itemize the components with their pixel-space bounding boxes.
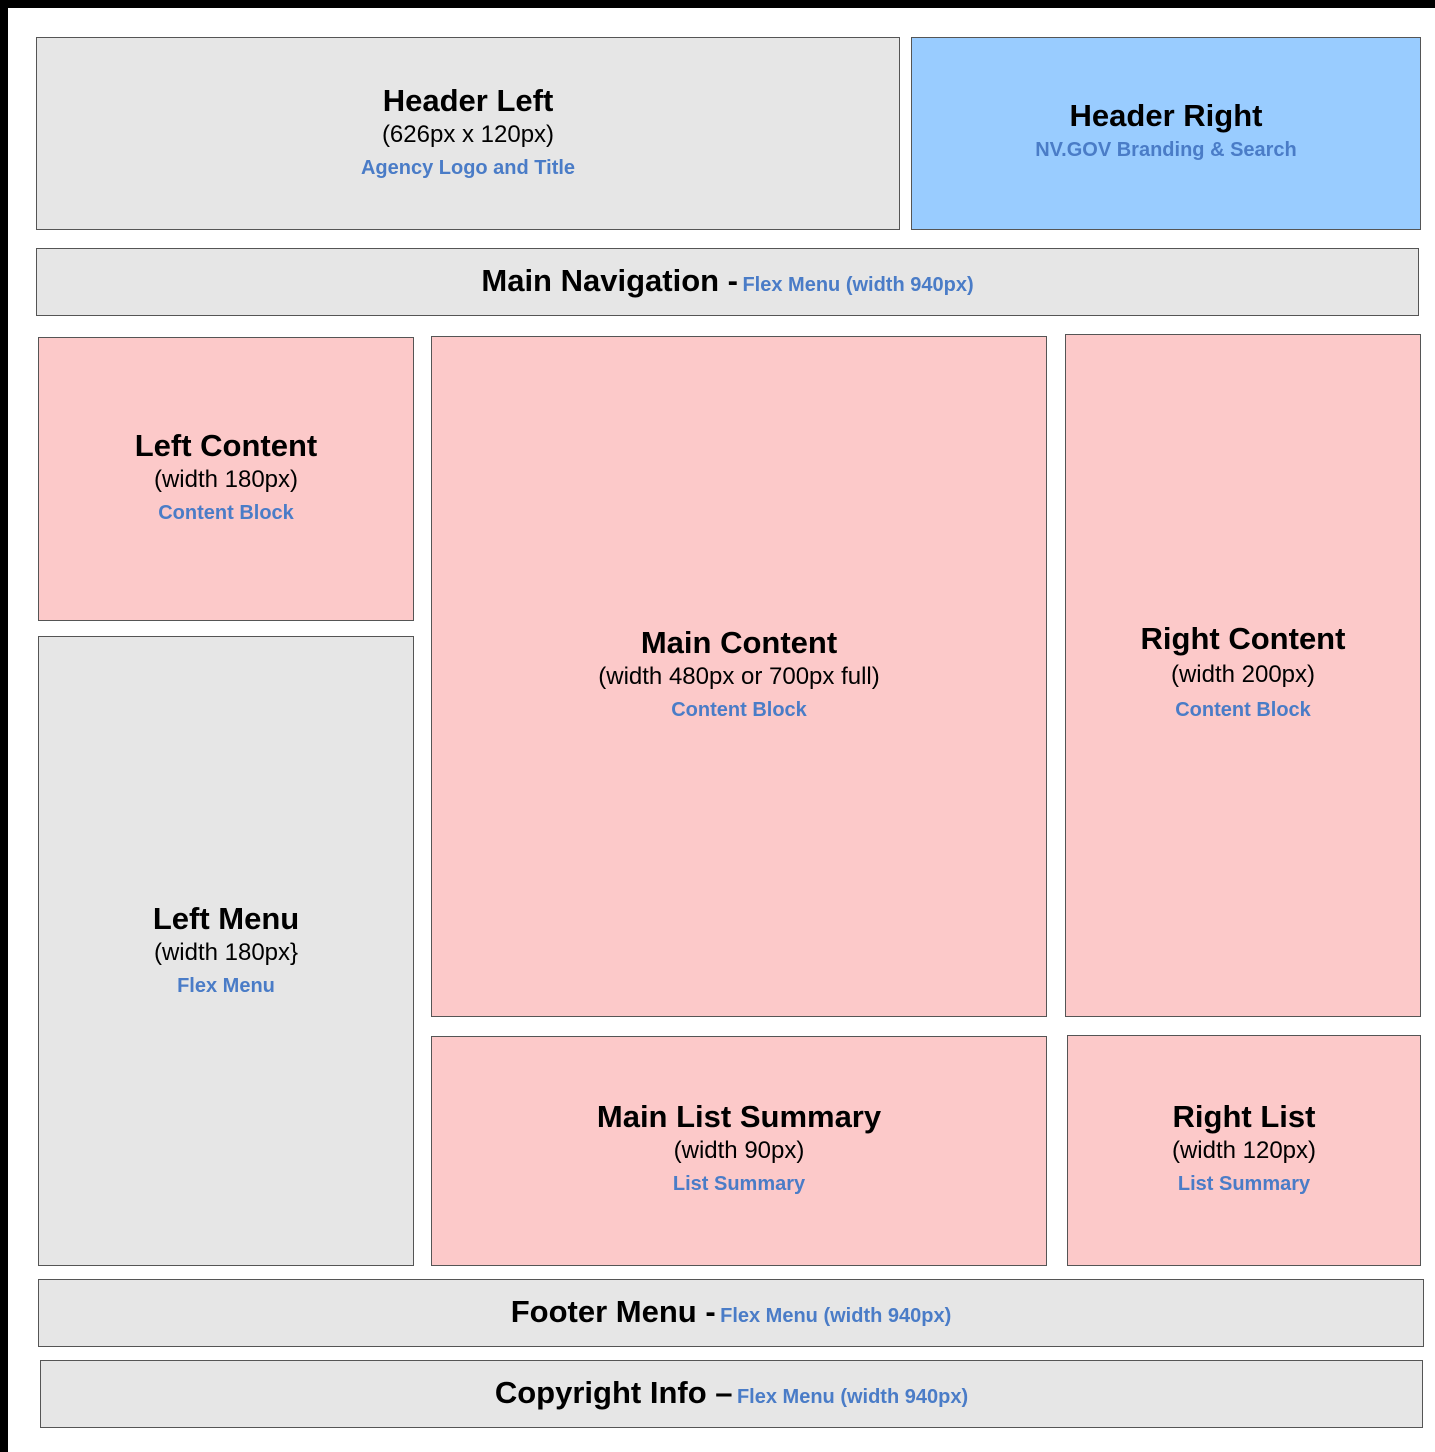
footer-menu-subtitle: Flex Menu (width 940px) — [720, 1305, 952, 1327]
right-content-region — [1065, 334, 1421, 1017]
main-content-subtitle: Content Block — [671, 699, 807, 721]
header-right-title: Header Right — [1069, 98, 1263, 133]
main-navigation-region — [36, 248, 1419, 316]
main-content-region — [431, 336, 1047, 1017]
right-content-title: Right Content — [1140, 621, 1346, 656]
right-content-dimensions: (width 200px) — [1170, 661, 1316, 688]
left-content-region — [38, 337, 414, 621]
left-menu-region — [38, 636, 414, 1266]
copyright-info-region — [40, 1360, 1423, 1428]
left-content-subtitle: Content Block — [158, 502, 294, 524]
header-right-region — [911, 37, 1421, 230]
main-list-summary-dimensions: (width 90px) — [673, 1137, 805, 1164]
main-list-summary-title: Main List Summary — [596, 1099, 882, 1134]
right-list-subtitle: List Summary — [1177, 1173, 1311, 1195]
main-list-summary-subtitle: List Summary — [672, 1173, 806, 1195]
main-list-summary-region — [431, 1036, 1047, 1266]
main-content-title: Main Content — [640, 625, 838, 660]
main-navigation-subtitle: Flex Menu (width 940px) — [742, 274, 974, 296]
main-content-dimensions: (width 480px or 700px full) — [598, 663, 880, 690]
header-left-region — [36, 37, 900, 230]
right-list-region — [1067, 1035, 1421, 1266]
header-right-subtitle: NV.GOV Branding & Search — [1035, 139, 1297, 161]
copyright-info-subtitle: Flex Menu (width 940px) — [736, 1386, 969, 1408]
right-content-subtitle: Content Block — [1175, 699, 1311, 721]
left-menu-title: Left Menu — [152, 901, 300, 936]
left-content-dimensions: (width 180px) — [153, 466, 299, 493]
header-left-dimensions: (626px x 120px) — [381, 121, 555, 148]
left-menu-dimensions: (width 180px} — [153, 939, 299, 966]
header-left-title: Header Left — [382, 83, 554, 118]
right-list-dimensions: (width 120px) — [1171, 1137, 1317, 1164]
header-left-subtitle: Agency Logo and Title — [360, 157, 576, 179]
footer-menu-region — [38, 1279, 1424, 1347]
main-navigation-title: Main Navigation - — [481, 263, 739, 298]
copyright-info-title: Copyright Info – — [494, 1375, 733, 1410]
left-menu-subtitle: Flex Menu — [177, 975, 275, 997]
left-content-title: Left Content — [134, 428, 318, 463]
right-list-title: Right List — [1172, 1099, 1316, 1134]
footer-menu-title: Footer Menu - — [510, 1294, 716, 1329]
